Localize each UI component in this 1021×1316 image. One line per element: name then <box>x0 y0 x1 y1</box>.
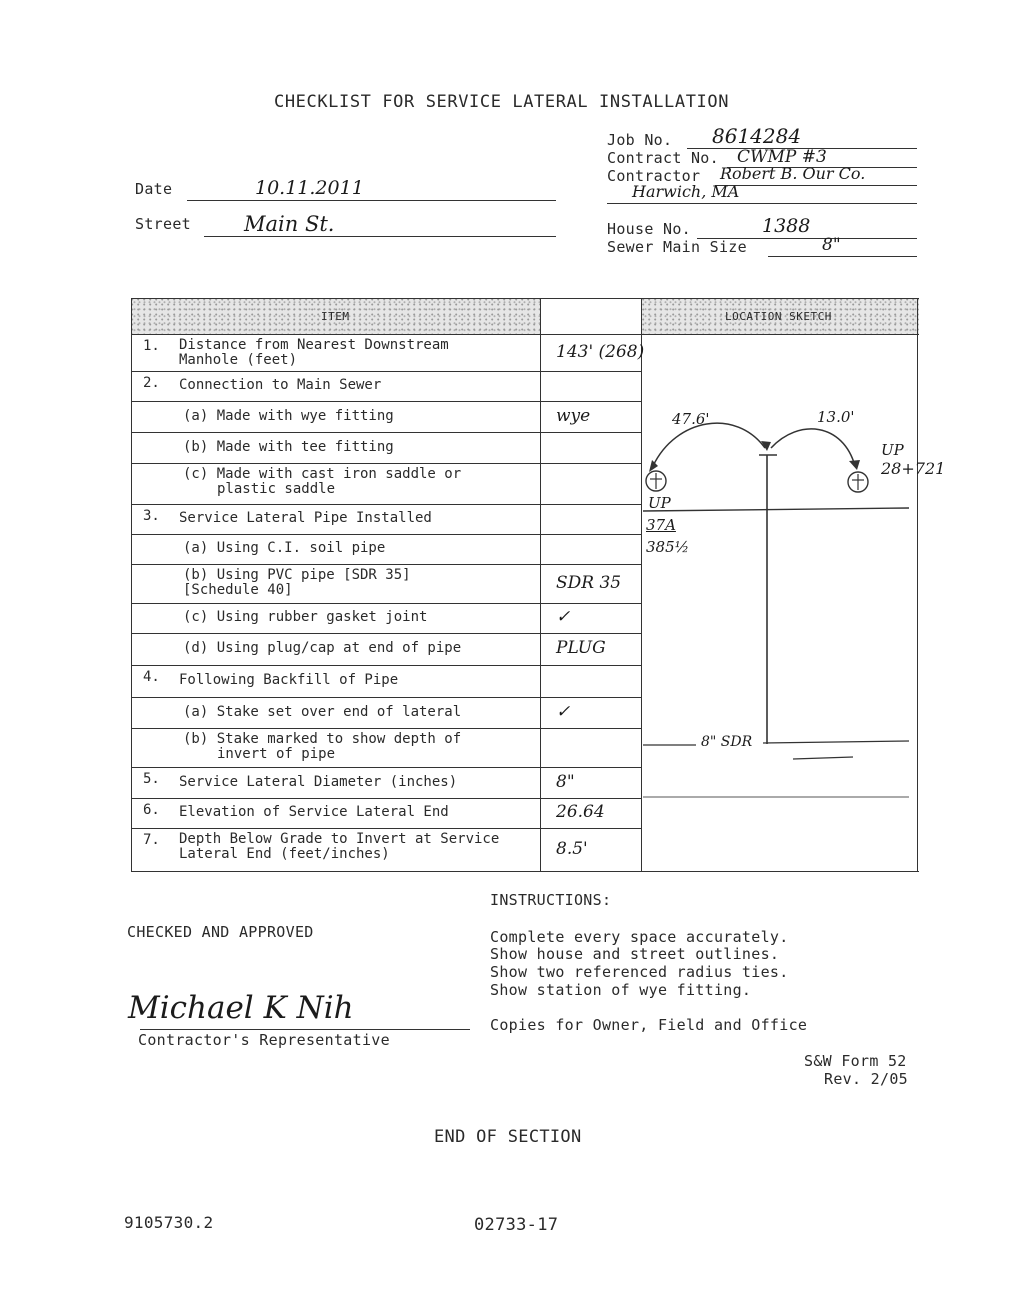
row-number: 4. <box>143 669 160 685</box>
row-label: Connection to Main Sewer <box>179 377 382 393</box>
row-label: Service Lateral Diameter (inches) <box>179 774 458 790</box>
row-value: PLUG <box>556 638 606 658</box>
row-label-continued: Manhole (feet) <box>179 352 298 368</box>
contractor-underline-2 <box>607 203 917 204</box>
row-label: (a) Made with wye fitting <box>183 408 394 424</box>
street-underline <box>204 236 556 237</box>
form-name: S&W Form 52 <box>804 1052 907 1070</box>
signature: Michael K Nih <box>128 990 354 1026</box>
up-left-label: UP <box>648 494 671 512</box>
sketch-tie-arc-right <box>771 429 855 466</box>
row-number: 7. <box>143 832 160 848</box>
form-rev: Rev. 2/05 <box>824 1070 908 1088</box>
row-label-continued: invert of pipe <box>217 746 336 762</box>
item-header: ITEM <box>321 310 350 323</box>
end-of-section: END OF SECTION <box>434 1127 582 1147</box>
instruction-line: Complete every space accurately. <box>490 928 789 946</box>
row-label: (c) Made with cast iron saddle or <box>183 466 462 482</box>
date-underline <box>187 200 556 201</box>
row-label: Following Backfill of Pipe <box>179 672 399 688</box>
sketch-arrowhead-left <box>649 460 658 472</box>
sketch-road-bottom <box>793 757 853 759</box>
row-label: Depth Below Grade to Invert at Service <box>179 831 500 847</box>
row-value: 8" <box>556 772 575 792</box>
footer-page-number: 02733-17 <box>474 1215 559 1235</box>
row-label: Service Lateral Pipe Installed <box>179 510 432 526</box>
row-number: 3. <box>143 508 160 524</box>
sewer-label: Sewer Main Size <box>607 238 747 256</box>
main-size-label: 8" SDR <box>701 734 753 750</box>
row-label: (b) Made with tee fitting <box>183 439 394 455</box>
sketch-arrowhead-right <box>849 460 860 470</box>
pole-left-label: 37A <box>646 516 676 534</box>
row-label: (b) Using PVC pipe [SDR 35] <box>183 567 411 583</box>
contractor-underline <box>715 185 917 186</box>
pole-right-label: 28+721 <box>881 459 946 478</box>
sewer-underline <box>768 256 917 257</box>
signature-line <box>140 1029 470 1030</box>
date-label: Date <box>135 180 173 198</box>
row-number: 1. <box>143 338 160 354</box>
job-value: 8614284 <box>712 124 802 148</box>
row-label: (c) Using rubber gasket joint <box>183 609 428 625</box>
tie-left-label: 47.6' <box>672 410 710 428</box>
checklist-table <box>131 298 946 872</box>
row-label: Distance from Nearest Downstream <box>179 337 449 353</box>
row-value: 26.64 <box>556 802 605 822</box>
contractor-value-2: Harwich, MA <box>632 182 740 201</box>
row-number: 6. <box>143 802 160 818</box>
date-value: 10.11.2011 <box>255 177 364 199</box>
row-value: ✓ <box>556 607 571 627</box>
job-label: Job No. <box>607 131 673 149</box>
up-right-label: UP <box>881 441 904 459</box>
row-value: 8.5' <box>556 839 588 859</box>
house-value: 1388 <box>762 215 811 237</box>
contractor-value: Robert B. Our Co. <box>720 164 866 183</box>
contract-value: CWMP #3 <box>737 147 827 167</box>
page-title: CHECKLIST FOR SERVICE LATERAL INSTALLATION <box>274 92 730 112</box>
tie-right-label: 13.0' <box>817 408 855 426</box>
row-label: (b) Stake marked to show depth of <box>183 731 462 747</box>
row-label-continued: [Schedule 40] <box>183 582 293 598</box>
sewer-value: 8" <box>822 235 841 255</box>
street-label: Street <box>135 215 191 233</box>
sketch-tie-arc-left <box>653 423 765 466</box>
copies-line: Copies for Owner, Field and Office <box>490 1016 808 1034</box>
instructions-heading: INSTRUCTIONS: <box>490 891 612 909</box>
instruction-line: Show station of wye fitting. <box>490 981 752 999</box>
street-value: Main St. <box>244 212 335 236</box>
sketch-road-top <box>643 508 909 511</box>
contract-label: Contract No. <box>607 149 719 167</box>
row-label: Elevation of Service Lateral End <box>179 804 449 820</box>
sketch-main-right <box>763 741 909 743</box>
row-number: 5. <box>143 771 160 787</box>
sketch-arrowhead-center <box>761 441 771 451</box>
row-number: 2. <box>143 375 160 391</box>
contractor-rep-label: Contractor's Representative <box>138 1031 390 1049</box>
instruction-line: Show house and street outlines. <box>490 945 780 963</box>
footer-doc-number: 9105730.2 <box>124 1213 214 1232</box>
row-value: SDR 35 <box>556 573 622 593</box>
row-label-continued: plastic saddle <box>217 481 336 497</box>
sketch-header: LOCATION SKETCH <box>725 310 832 323</box>
row-label: (a) Using C.I. soil pipe <box>183 540 386 556</box>
location-sketch <box>131 298 919 872</box>
instruction-line: Show two referenced radius ties. <box>490 963 789 981</box>
row-value: wye <box>556 406 591 426</box>
contractor-label: Contractor <box>607 167 701 185</box>
row-value: ✓ <box>556 702 571 722</box>
row-label: (d) Using plug/cap at end of pipe <box>183 640 462 656</box>
row-value: 143' (268) <box>556 342 645 362</box>
row-label: (a) Stake set over end of lateral <box>183 704 462 720</box>
row-label-continued: Lateral End (feet/inches) <box>179 846 390 862</box>
checked-approved-label: CHECKED AND APPROVED <box>127 923 314 941</box>
pole-left-label-b: 385½ <box>646 538 690 556</box>
house-label: House No. <box>607 220 691 238</box>
